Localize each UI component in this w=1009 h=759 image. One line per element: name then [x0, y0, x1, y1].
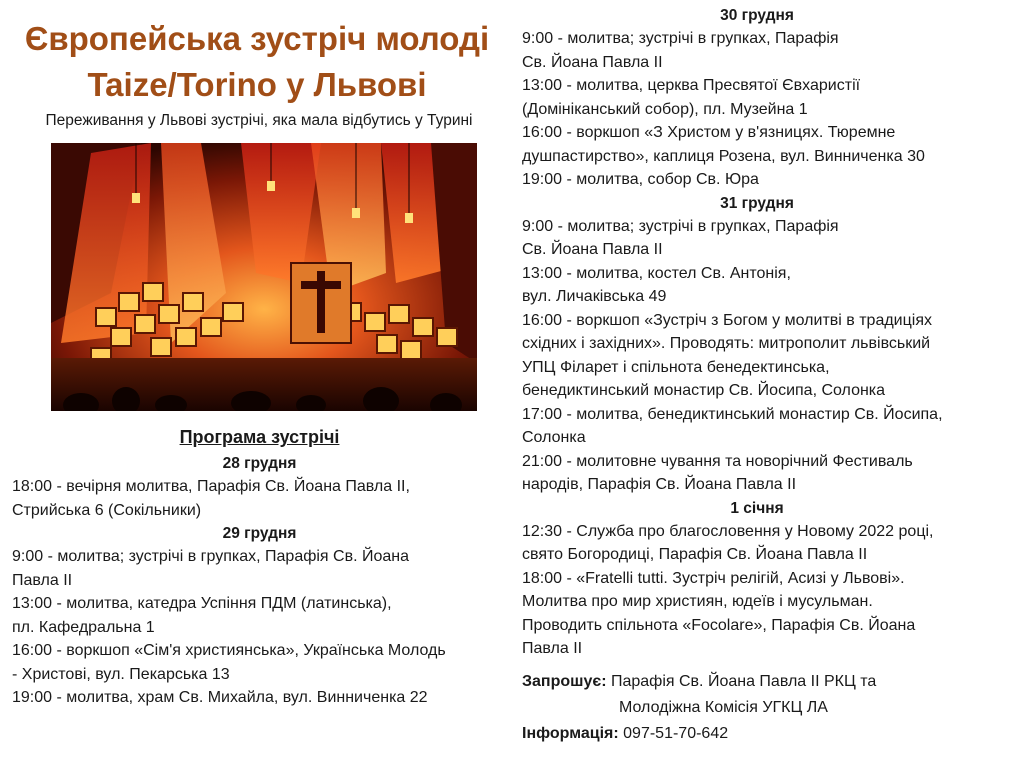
invite-label: Запрошує: — [522, 672, 607, 690]
program-line: Павла II — [522, 640, 583, 657]
program-line: Стрийська 6 (Сокільники) — [12, 501, 202, 519]
program-line: бенедиктинський монастир Св. Йосипа, Солонка — [522, 382, 886, 399]
program-line: східних і західних». Проводять: митрополит львівський — [522, 335, 931, 352]
program-line: 13:00 - молитва, катедра Успіння ПДМ (латинська), — [12, 595, 392, 612]
program-line: Солонка — [522, 429, 586, 446]
program-heading: Програма зустрічі — [179, 427, 340, 447]
program-line: 12:30 - Служба про благословення у Новому 2022 році, — [522, 522, 934, 540]
program-line: 9:00 - молитва; зустрічі в групках, Парафія — [522, 217, 839, 235]
invite-line-2: Молодіжна Комісія УГКЦ ЛА — [619, 698, 828, 716]
program-line: Молитва про мир християн, юдеїв і мусульман. — [522, 593, 873, 610]
program-column-right — [522, 4, 992, 747]
program-line: пл. Кафедральна 1 — [12, 618, 155, 636]
program-line: 9:00 - молитва; зустрічі в групках, Парафія Св. Йоана — [12, 548, 410, 565]
program-line: Св. Йоана Павла II — [522, 241, 663, 258]
program-line: вул. Личаківська 49 — [522, 288, 667, 305]
program-line: 9:00 - молитва; зустрічі в групках, Парафія — [522, 30, 839, 47]
program-column-left — [12, 425, 507, 710]
day-heading: 30 грудня — [720, 7, 794, 24]
page-title-line-2: Taize/Torino у Львові — [87, 66, 427, 103]
program-line: 16:00 - воркшоп «З Христом у в'язницях. Тюремне — [522, 124, 896, 141]
program-line: - Христові, вул. Пекарська 13 — [12, 665, 230, 683]
program-line: душпастирство», каплиця Розена, вул. Винниченка 30 — [522, 147, 925, 165]
day-heading: 28 грудня — [222, 455, 297, 472]
info-line — [522, 721, 992, 747]
info-phone: 097-51-70-642 — [618, 724, 729, 742]
program-line: 18:00 - «Fratelli tutti. Зустріч релігій, Асизі у Львові». — [522, 569, 905, 587]
program-line: 19:00 - молитва, собор Св. Юра — [522, 171, 759, 188]
program-line: (Домініканський собор), пл. Музейна 1 — [522, 100, 808, 118]
program-line: УПЦ Філарет і спільнота бенедектинська, — [522, 358, 830, 376]
subtitle: Переживання у Львові зустрічі, яка мала відбутись у Турині — [45, 112, 473, 129]
program-line: 17:00 - молитва, бенедиктинський монастир Св. Йосипа, — [522, 405, 943, 423]
program-line: Павла II — [12, 571, 73, 589]
program-line: Св. Йоана Павла II — [522, 53, 663, 71]
invite-text: Парафія Св. Йоана Павла II РКЦ та — [606, 672, 877, 690]
program-line: 13:00 - молитва, костел Св. Антонія, — [522, 264, 791, 282]
info-label: Інформація: — [522, 724, 619, 742]
day-heading: 31 грудня — [720, 194, 794, 212]
program-line: 13:00 - молитва, церква Пресвятої Євхаристії — [522, 77, 861, 94]
taize-prayer-photo — [51, 143, 477, 411]
program-line: Проводить спільнота «Focolare», Парафія Св. Йоана — [522, 616, 916, 634]
program-line: 16:00 - воркшоп «Сім'я християнська», Українська Молодь — [12, 642, 446, 659]
invite-line — [522, 669, 992, 695]
program-line: 16:00 - воркшоп «Зустріч з Богом у молитві в традиціях — [522, 311, 932, 329]
day-heading: 1 січня — [730, 499, 784, 517]
program-line: 19:00 - молитва, храм Св. Михайла, вул. Винниченка 22 — [12, 689, 428, 706]
program-line: народів, Парафія Св. Йоана Павла II — [522, 476, 797, 493]
program-line: свято Богородиці, Парафія Св. Йоана Павла II — [522, 546, 868, 563]
day-heading: 29 грудня — [222, 525, 297, 542]
page-title-line-1: Європейська зустріч молоді — [24, 20, 490, 57]
program-line: 18:00 - вечірня молитва, Парафія Св. Йоана Павла II, — [12, 478, 410, 495]
program-line: 21:00 - молитовне чування та новорічний Фестиваль — [522, 452, 913, 470]
